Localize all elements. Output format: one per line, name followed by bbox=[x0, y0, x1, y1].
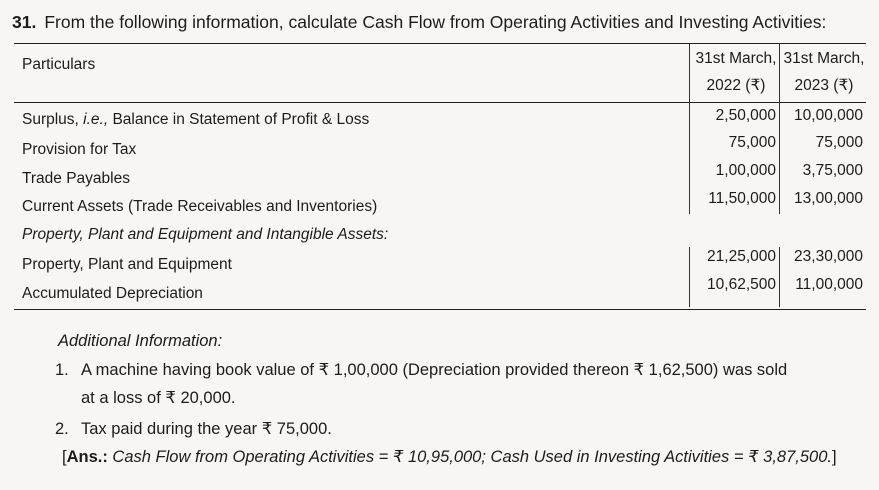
row-surplus-label-post: Balance in Statement of Profit & Loss bbox=[108, 111, 370, 128]
row-provision-2022: 75,000 bbox=[728, 134, 776, 151]
table-top-rule bbox=[14, 43, 866, 44]
question-line bbox=[12, 12, 826, 33]
col-divider-body-1b bbox=[689, 247, 690, 307]
note-2 bbox=[55, 419, 332, 439]
row-current-assets-2022: 11,50,000 bbox=[708, 190, 776, 207]
row-ppe-2022: 21,25,000 bbox=[707, 248, 776, 265]
answer-label: Ans.: bbox=[66, 448, 108, 466]
row-provision-label: Provision for Tax bbox=[22, 141, 137, 158]
table-header-rule bbox=[14, 102, 866, 103]
note-1-number: 1. bbox=[55, 361, 69, 379]
row-payables-2023: 3,75,000 bbox=[802, 162, 863, 179]
note-2-line1: Tax paid during the year ₹ 75,000. bbox=[81, 420, 332, 438]
additional-info-heading: Additional Information: bbox=[58, 332, 223, 350]
header-col1-line2: 2022 (₹) bbox=[706, 77, 766, 94]
table-bottom-rule bbox=[14, 309, 866, 310]
answer-text: Cash Flow from Operating Activities = ₹ 10,95,000; Cash Used in Investing Activities = ₹ 3,87,500. bbox=[107, 448, 832, 466]
answer-close-bracket: ] bbox=[831, 448, 837, 466]
row-current-assets-label: Current Assets (Trade Receivables and Inventories) bbox=[22, 198, 378, 215]
note-1-line2: at a loss of ₹ 20,000. bbox=[81, 389, 236, 407]
row-payables-label: Trade Payables bbox=[22, 170, 130, 187]
header-col2-line2: 2023 (₹) bbox=[794, 77, 854, 94]
row-ppe-2023: 23,30,000 bbox=[794, 248, 863, 265]
question-text: From the following information, calculate Cash Flow from Operating Activities and Investing Activities: bbox=[44, 12, 827, 32]
row-surplus-label bbox=[22, 111, 369, 129]
row-surplus-2023: 10,00,000 bbox=[794, 107, 863, 124]
row-acc-dep-2023: 11,00,000 bbox=[795, 276, 863, 293]
row-current-assets-2023: 13,00,000 bbox=[794, 190, 863, 207]
header-particulars: Particulars bbox=[22, 56, 96, 73]
row-provision-2023: 75,000 bbox=[815, 134, 863, 151]
col-divider-header-1 bbox=[689, 44, 690, 102]
answer-open-bracket: [ bbox=[62, 448, 67, 466]
header-col1-line1: 31st March, bbox=[695, 50, 777, 67]
note-1-line1: A machine having book value of ₹ 1,00,000 (Depreciation provided thereon ₹ 1,62,500) was sold bbox=[81, 361, 788, 379]
question-number: 31. bbox=[12, 12, 37, 32]
row-surplus-2022: 2,50,000 bbox=[715, 107, 776, 124]
row-payables-2022: 1,00,000 bbox=[715, 162, 776, 179]
row-surplus-label-pre: Surplus, bbox=[22, 111, 84, 128]
row-acc-dep-label: Accumulated Depreciation bbox=[22, 285, 203, 302]
col-divider-body-1a bbox=[689, 103, 690, 214]
row-ppe-intangible-heading: Property, Plant and Equipment and Intangible Assets: bbox=[22, 226, 389, 243]
answer-line bbox=[62, 447, 837, 467]
row-acc-dep-2022: 10,62,500 bbox=[707, 276, 776, 293]
note-2-number: 2. bbox=[55, 420, 69, 438]
note-1 bbox=[55, 360, 787, 380]
row-ppe-label: Property, Plant and Equipment bbox=[22, 256, 232, 273]
header-col2-line1: 31st March, bbox=[783, 50, 865, 67]
row-surplus-label-italic: i.e., bbox=[83, 111, 109, 128]
